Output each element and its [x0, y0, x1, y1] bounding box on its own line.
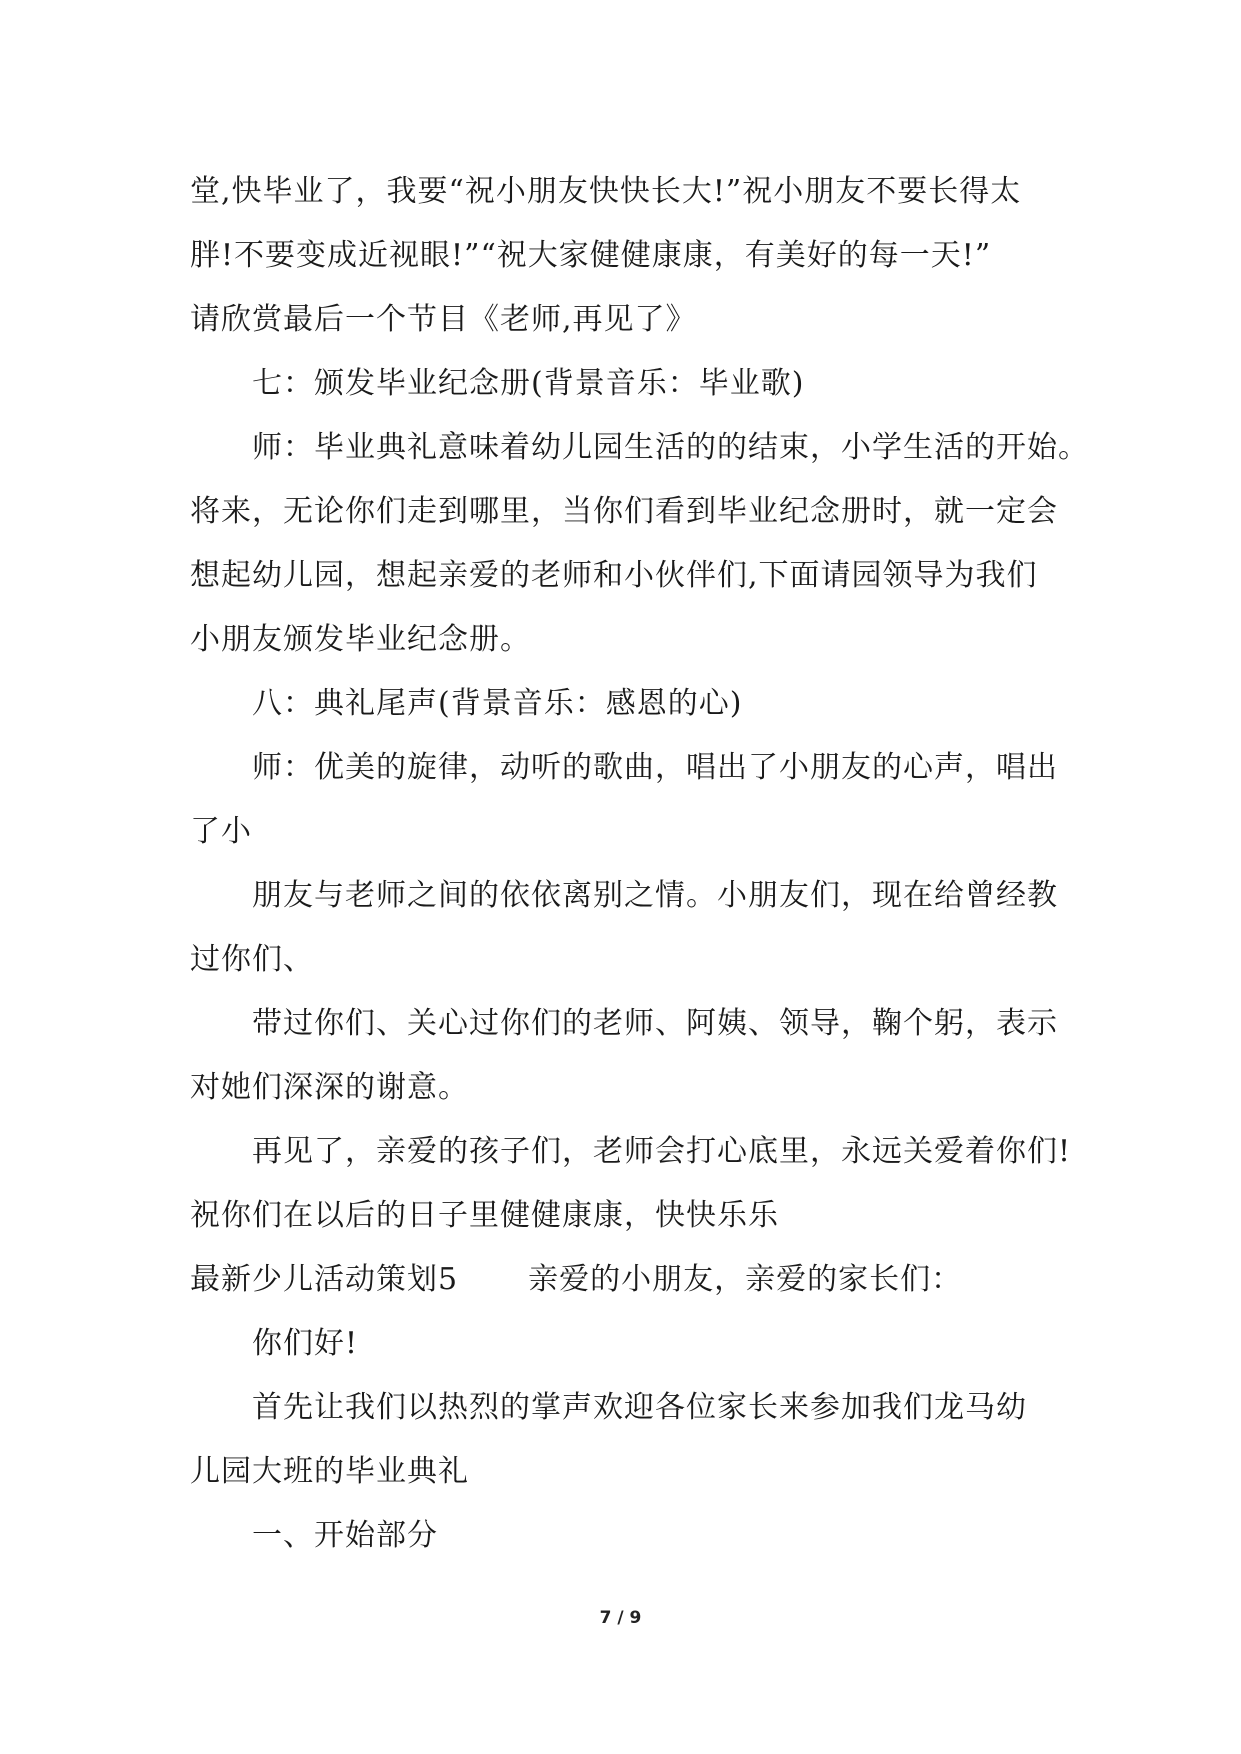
body-line: 你们好!	[252, 1326, 359, 1361]
body-line: 胖!不要变成近视眼!”“祝大家健健康康，有美好的每一天!”	[190, 238, 992, 273]
body-line: 儿园大班的毕业典礼	[190, 1454, 469, 1489]
body-line: 请欣赏最后一个节目《老师,再见了》	[190, 302, 697, 337]
body-line: 朋友与老师之间的依依离别之情。小朋友们，现在给曾经教	[252, 878, 1058, 913]
body-line: 带过你们、关心过你们的老师、阿姨、领导，鞠个躬，表示	[252, 1006, 1058, 1041]
section-title-eight: 八：典礼尾声(背景音乐：感恩的心)	[252, 686, 743, 721]
body-line: 想起幼儿园，想起亲爱的老师和小伙伴们,下面请园领导为我们	[190, 558, 1038, 593]
document-body	[190, 160, 1089, 1568]
section-title-seven: 七：颁发毕业纪念册(背景音乐：毕业歌)	[252, 366, 805, 401]
body-line: 师：优美的旋律，动听的歌曲，唱出了小朋友的心声，唱出	[252, 750, 1058, 785]
body-line: 首先让我们以热烈的掌声欢迎各位家长来参加我们龙马幼	[252, 1390, 1027, 1425]
body-line: 对她们深深的谢意。	[190, 1070, 469, 1105]
body-line: 再见了，亲爱的孩子们，老师会打心底里，永远关爱着你们!	[252, 1134, 1072, 1169]
body-line: 了小	[190, 814, 252, 849]
section-title-one: 一、开始部分	[252, 1518, 438, 1553]
body-line: 祝你们在以后的日子里健健康康，快快乐乐	[190, 1198, 779, 1233]
section-heading-line	[190, 1248, 1070, 1312]
body-line: 过你们、	[190, 942, 314, 977]
body-line: 堂,快毕业了，我要“祝小朋友快快长大!”祝小朋友不要长得太	[190, 174, 1022, 209]
section-heading: 最新少儿活动策划5	[190, 1262, 459, 1297]
page-number: 7 / 9	[599, 1608, 642, 1628]
body-line: 小朋友颁发毕业纪念册。	[190, 622, 531, 657]
body-line: 师：毕业典礼意味着幼儿园生活的的结束，小学生活的开始。	[252, 430, 1089, 465]
greeting-line: 亲爱的小朋友，亲爱的家长们：	[528, 1262, 963, 1297]
body-line: 将来，无论你们走到哪里，当你们看到毕业纪念册时，就一定会	[190, 494, 1058, 529]
